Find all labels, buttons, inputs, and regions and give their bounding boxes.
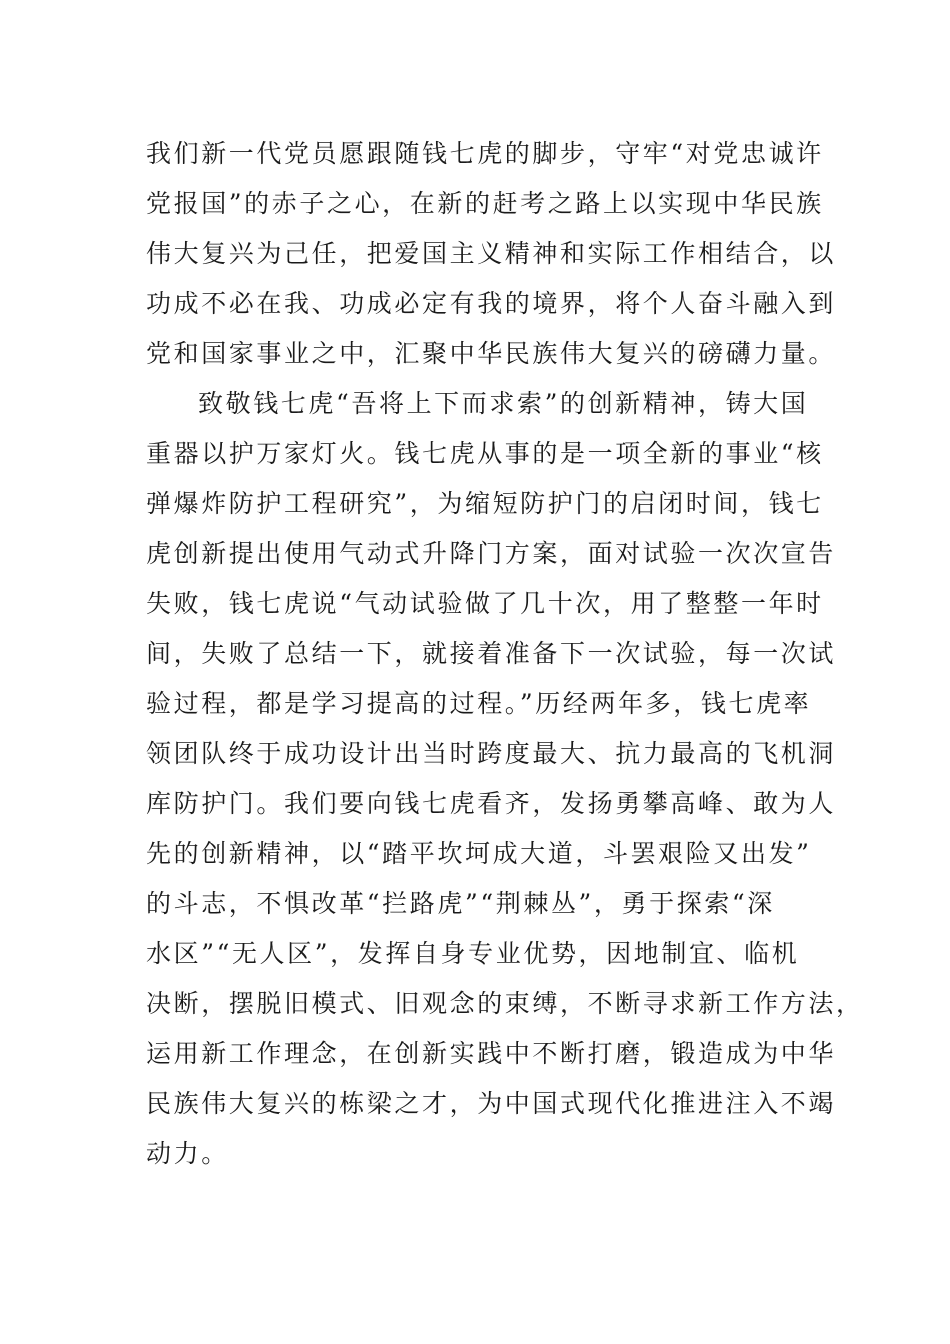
text-line: 库防护门。我们要向钱七虎看齐，发扬勇攀高峰、敢为人 (146, 789, 837, 818)
text-line: 领团队终于成功设计出当时跨度最大、抗力最高的飞机洞 (146, 739, 837, 768)
text-line: 失败，钱七虎说“气动试验做了几十次，用了整整一年时 (146, 589, 824, 618)
text-line: 动力。 (146, 1139, 229, 1168)
text-line: 的斗志，不惧改革“拦路虎”“荆棘丛”，勇于探索“深 (146, 889, 775, 918)
text-line: 间，失败了总结一下，就接着准备下一次试验，每一次试 (146, 639, 837, 668)
text-line: 先的创新精神，以“踏平坎坷成大道，斗罢艰险又出发” (146, 839, 812, 868)
text-line: 运用新工作理念，在创新实践中不断打磨，锻造成为中华 (146, 1039, 837, 1068)
text-line: 重器以护万家灯火。钱七虎从事的是一项全新的事业“核 (146, 439, 824, 468)
paragraph-2 (146, 379, 864, 1179)
text-line: 虎创新提出使用气动式升降门方案，面对试验一次次宣告 (146, 539, 837, 568)
text-line: 我们新一代党员愿跟随钱七虎的脚步，守牢“对党忠诚许 (146, 139, 824, 168)
document-body (146, 129, 864, 1179)
text-line: 伟大复兴为己任，把爱国主义精神和实际工作相结合，以 (146, 239, 837, 268)
paragraph-1 (146, 129, 837, 379)
text-line: 水区”“无人区”，发挥自身专业优势，因地制宜、临机 (146, 939, 800, 968)
text-line: 党和国家事业之中，汇聚中华民族伟大复兴的磅礴力量。 (146, 339, 837, 368)
text-line-first-indented: 致敬钱七虎“吾将上下而求索”的创新精神，铸大国 (198, 389, 809, 418)
text-line: 决断，摆脱旧模式、旧观念的束缚，不断寻求新工作方法， (146, 989, 864, 1018)
text-line: 验过程，都是学习提高的过程。”历经两年多，钱七虎率 (146, 689, 812, 718)
text-line: 党报国”的赤子之心，在新的赶考之路上以实现中华民族 (146, 189, 824, 218)
text-line: 功成不必在我、功成必定有我的境界，将个人奋斗融入到 (146, 289, 837, 318)
text-line: 民族伟大复兴的栋梁之才，为中国式现代化推进注入不竭 (146, 1089, 837, 1118)
text-line: 弹爆炸防护工程研究”，为缩短防护门的启闭时间，钱七 (146, 489, 824, 518)
